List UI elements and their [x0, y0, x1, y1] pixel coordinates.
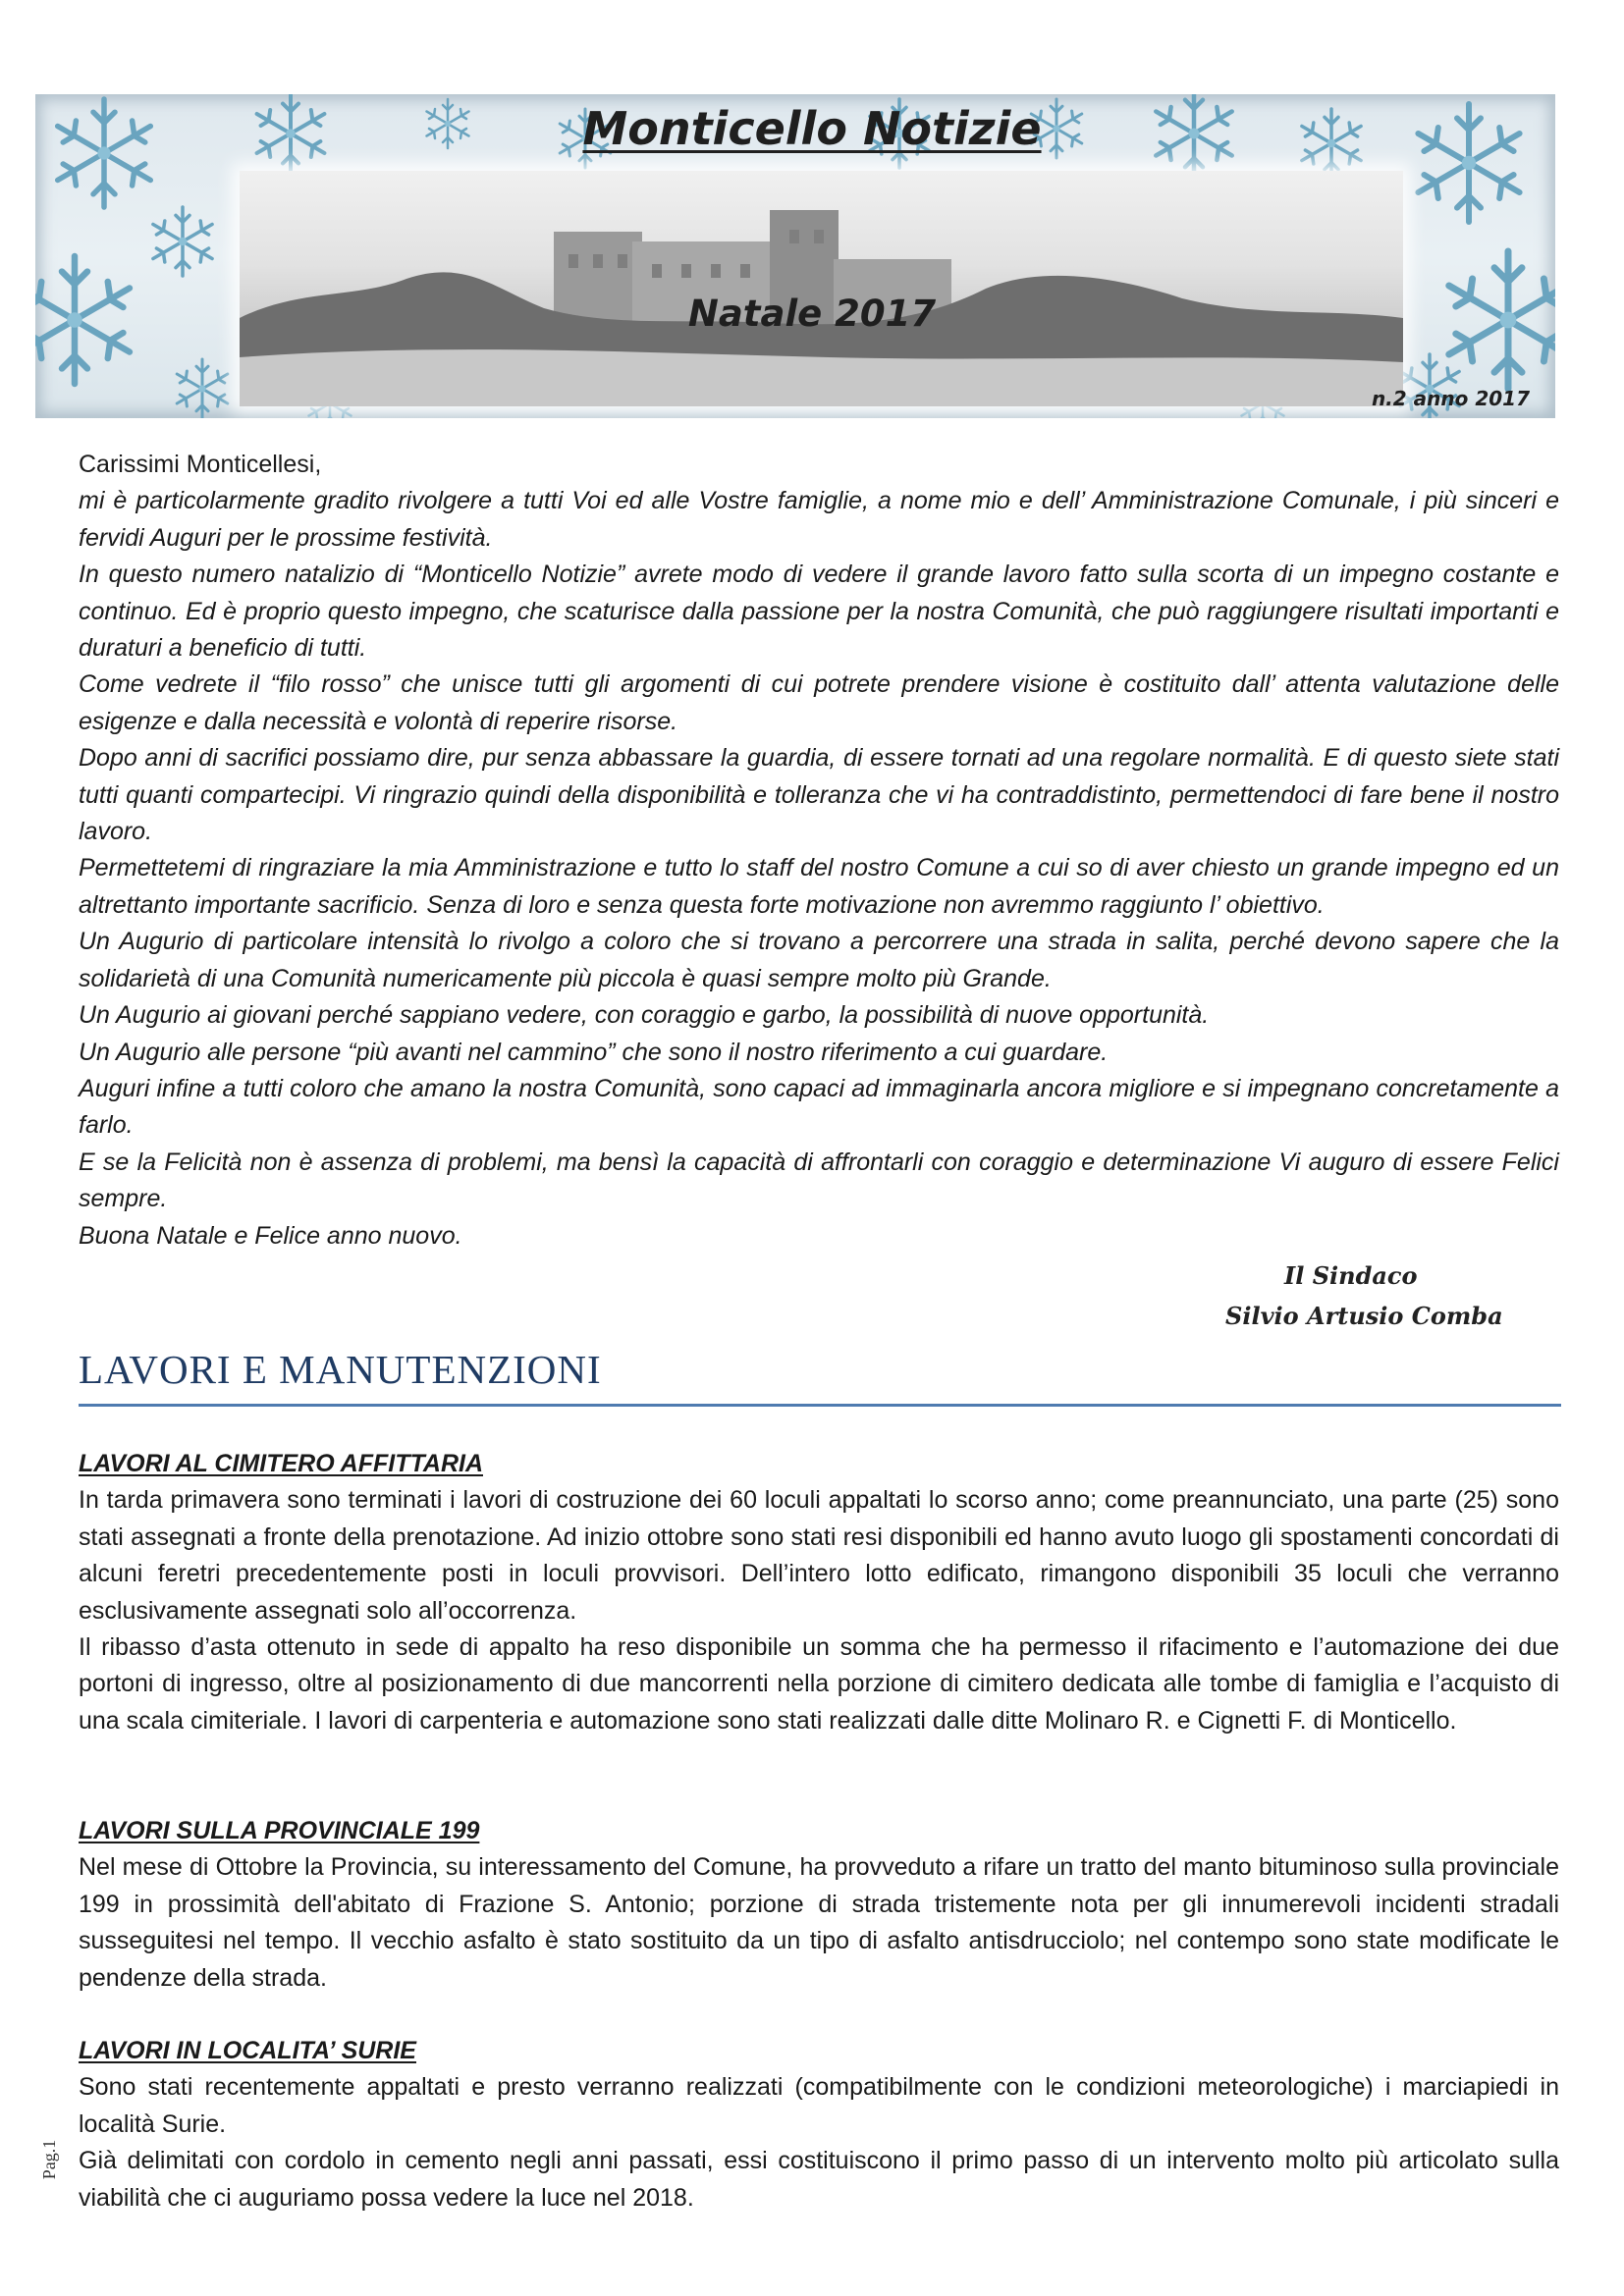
article-title: LAVORI IN LOCALITA’ SURIE: [79, 2037, 416, 2064]
section-divider: [79, 1404, 1561, 1407]
article-title: LAVORI AL CIMITERO AFFITTARIA: [79, 1450, 483, 1477]
article-provinciale: [79, 1813, 1559, 1997]
letter-paragraph: In questo numero natalizio di “Monticello Notizie” avrete modo di vedere il grande lavoro fatto sulla scorta di un impegno costante e continuo. Ed è proprio questo impegno, che scaturisce dalla passione per la nostra Comunità, che può raggiungere risultati importanti e duraturi a beneficio di tutti.: [79, 561, 1559, 663]
signature-role: Il Sindaco: [1284, 1261, 1418, 1290]
letter-paragraph: Un Augurio di particolare intensità lo rivolgo a coloro che si trovano a percorrere una strada in salita, perché devono sapere che la solidarietà di una Comunità numericamente più piccola è quasi sempre molto più Grande.: [79, 928, 1559, 992]
letter-paragraph: Un Augurio ai giovani perché sappiano vedere, con coraggio e garbo, la possibilità di nuove opportunità.: [79, 1001, 1210, 1030]
article-title: LAVORI SULLA PROVINCIALE 199: [79, 1817, 480, 1844]
castle-photo: [240, 171, 1403, 406]
letter-paragraph: Un Augurio alle persone “più avanti nel cammino” che sono il nostro riferimento a cui guardare.: [79, 1038, 1109, 1066]
article-cimitero: [79, 1446, 1559, 1739]
mayor-letter: [79, 447, 1559, 1255]
letter-paragraph: Permettetemi di ringraziare la mia Amministrazione e tutto lo staff del nostro Comune a cui so di aver chiesto un grande impegno ed un altrettanto importante sacrificio. Senza di loro e senza questa forte motivazione non avremmo raggiunto l’ obiettivo.: [79, 854, 1559, 919]
letter-closing: Buona Natale e Felice anno nuovo.: [79, 1221, 462, 1250]
letter-paragraph: Come vedrete il “filo rosso” che unisce tutti gli argomenti di cui potrete prendere visione è costituito dall’ attenta valutazione delle esigenze e dalla necessità e volontà di reperire risorse.: [79, 670, 1559, 735]
article-paragraph: In tarda primavera sono terminati i lavori di costruzione dei 60 loculi appaltati lo scorso anno; come preannunciato, una parte (25) sono stati assegnati a fronte della prenotazione. Ad inizio ottobre sono stati resi disponibili ed hanno avuto luogo gli spostamenti concordati di alcuni feretri precedentemente posti in loculi provvisori. Dell’intero lotto edificato, rimangono disponibili 35 loculi che verranno esclusivamente assegnati solo all’occorrenza.: [79, 1486, 1559, 1625]
letter-paragraph: Auguri infine a tutti coloro che amano la nostra Comunità, sono capaci ad immaginarla ancora migliore e si impegnano concretamente a farlo.: [79, 1074, 1559, 1140]
letter-greeting: Carissimi Monticellesi,: [79, 451, 322, 478]
issue-number: n.2 anno 2017: [1371, 387, 1530, 410]
article-paragraph: Già delimitati con cordolo in cemento negli anni passati, essi costituiscono il primo passo di un intervento molto più articolato sulla viabilità che ci auguriamo possa vedere la luce nel 2018.: [79, 2147, 1559, 2212]
newsletter-title: Monticello Notizie: [582, 102, 1042, 155]
section-heading: LAVORI E MANUTENZIONI: [79, 1347, 602, 1392]
letter-paragraph: mi è particolarmente gradito rivolgere a tutti Voi ed alle Vostre famiglie, a nome mio e dell’ Amministrazione Comunale, i più sinceri e fervidi Auguri per le prossime festività.: [79, 487, 1559, 552]
article-surie: [79, 2033, 1559, 2216]
article-paragraph: Nel mese di Ottobre la Provincia, su interessamento del Comune, ha provveduto a rifare un tratto del manto bituminoso sulla provinciale 199 in prossimità dell'abitato di Frazione S. Antonio; porzione di strada tristemente nota per gli innumerevoli incidenti stradali susseguitesi nel tempo. Il vecchio asfalto è stato sostituito da un tipo di asfalto antisdrucciolo; nel contempo sono state modificate le pendenze della strada.: [79, 1853, 1559, 1992]
letter-paragraph: E se la Felicità non è assenza di problemi, ma bensì la capacità di affrontarli con coraggio e determinazione Vi auguro di essere Felici sempre.: [79, 1148, 1559, 1213]
castle-image-icon: [240, 171, 1403, 406]
letter-paragraph: Dopo anni di sacrifici possiamo dire, pur senza abbassare la guardia, di essere tornati ad una regolare normalità. E di questo siete stati tutti quanti compartecipi. Vi ringrazio quindi della disponibilità e tolleranza che vi ha contraddistinto, permettendoci di fare bene il nostro lavoro.: [79, 744, 1559, 846]
newsletter-subtitle: Natale 2017: [687, 293, 937, 335]
signature-name: Silvio Artusio Comba: [1225, 1302, 1503, 1330]
page-number: Pag.1: [39, 2139, 59, 2180]
article-paragraph: Sono stati recentemente appaltati e presto verranno realizzati (compatibilmente con le condizioni meteorologiche) i marciapiedi in località Surie.: [79, 2073, 1559, 2138]
article-paragraph: Il ribasso d’asta ottenuto in sede di appalto ha reso disponibile un somma che ha permesso il rifacimento e l’automazione dei due portoni di ingresso, oltre al posizionamento di due mancorrenti nella porzione di cimitero dedicata alle tombe di famiglia e l’acquisto di una scala cimiteriale. I lavori di carpenteria e automazione sono stati realizzati dalle ditte Molinaro R. e Cignetti F. di Monticello.: [79, 1633, 1559, 1735]
